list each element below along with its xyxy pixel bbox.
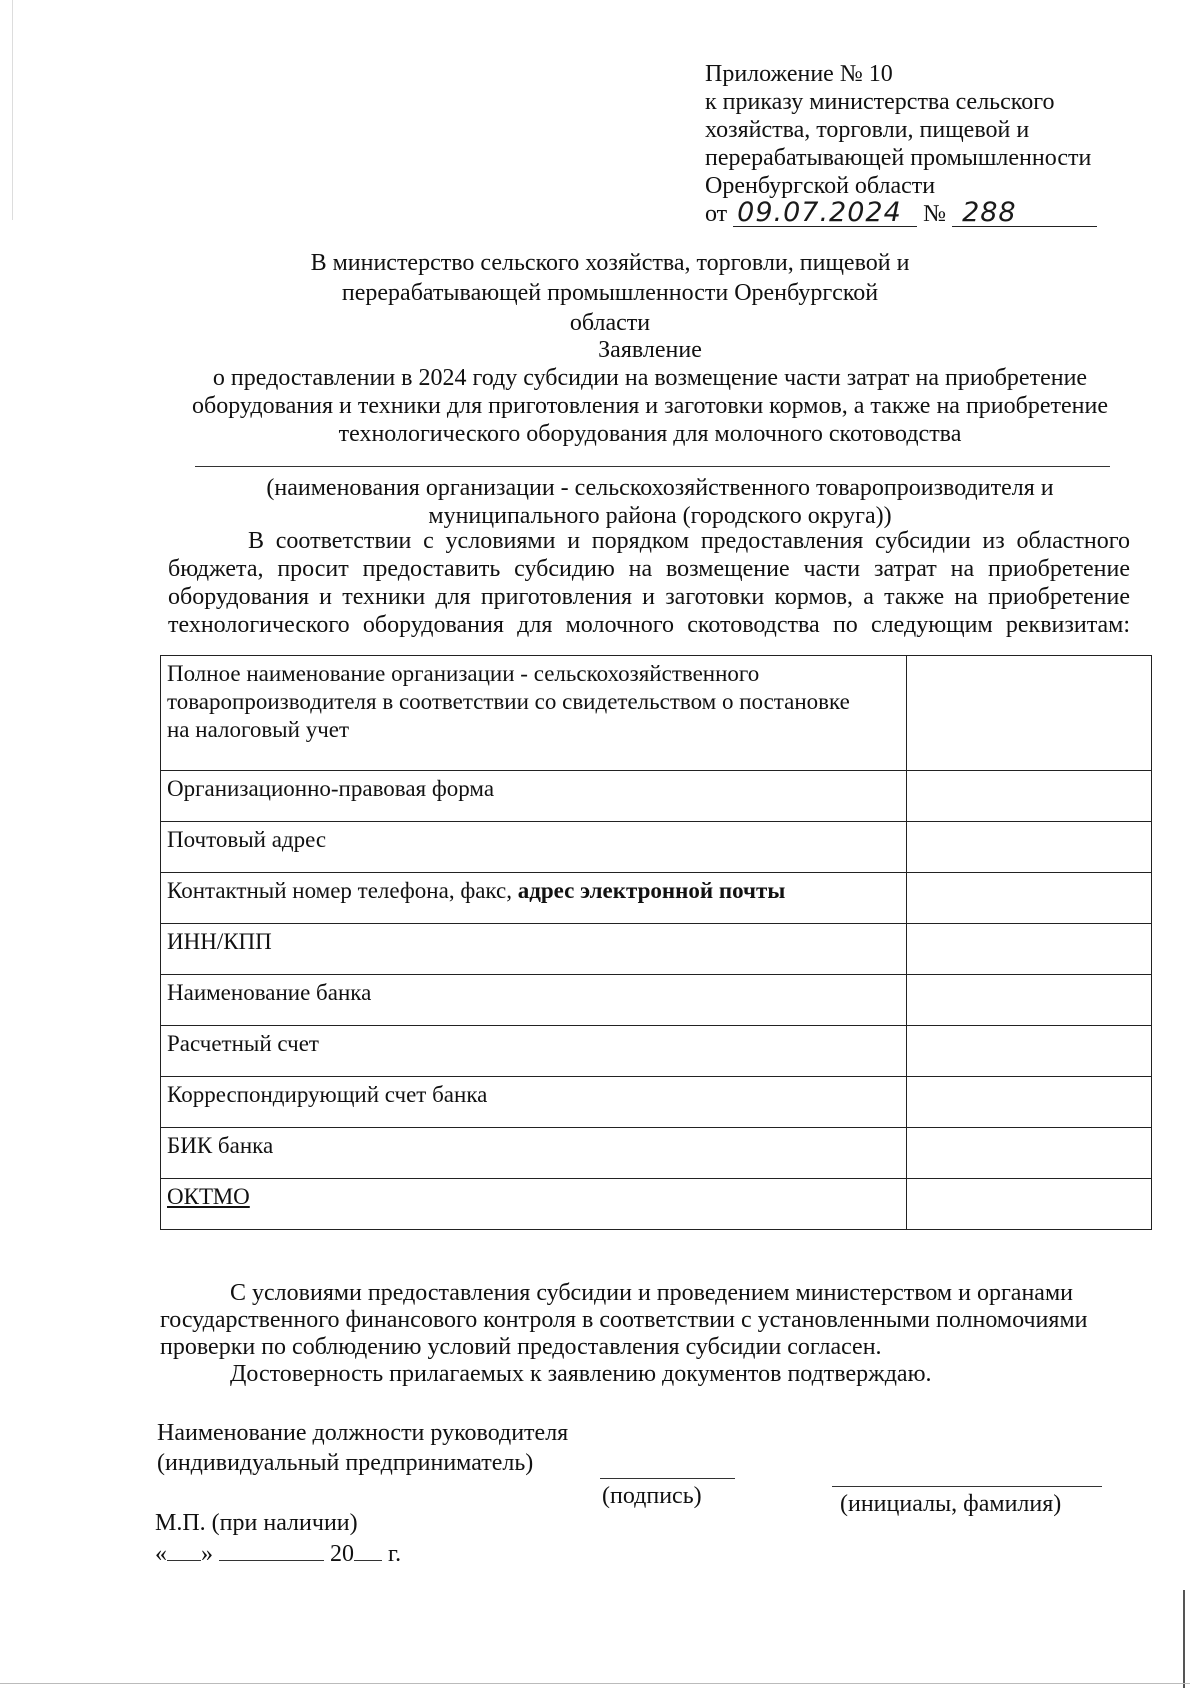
- name-caption: (инициалы, фамилия): [840, 1491, 1062, 1517]
- consent-line: государственного финансового контроля в соответствии с установленными полномочиями: [160, 1307, 1088, 1333]
- consent-line: С условиями предоставления субсидии и проведением министерством и органами: [230, 1280, 1073, 1306]
- stamp-label: М.П. (при наличии): [155, 1510, 358, 1536]
- value-cell-correspondent-account[interactable]: [907, 1077, 1152, 1128]
- appendix-line: к приказу министерства сельского: [705, 89, 1055, 115]
- value-cell-postal-address[interactable]: [907, 822, 1152, 873]
- date-open-quote: «: [155, 1541, 167, 1567]
- row-label-line: товаропроизводителя в соответствии со свидетельством о постановке: [167, 689, 850, 714]
- table-row: [161, 822, 1152, 873]
- day-blank[interactable]: [167, 1538, 201, 1561]
- stamp-and-date: [155, 1508, 401, 1569]
- order-number-handwritten: 288: [952, 200, 1097, 227]
- value-cell-oktmo[interactable]: [907, 1179, 1152, 1230]
- value-cell-full-name[interactable]: [907, 656, 1152, 771]
- organization-name-line: [195, 466, 1110, 467]
- value-cell-contacts[interactable]: [907, 873, 1152, 924]
- organization-caption: [230, 474, 1090, 530]
- position-line: Наименование должности руководителя: [157, 1420, 569, 1446]
- title-subtitle-line: о предоставлении в 2024 году субсидии на возмещение части затрат на приобретение: [212, 365, 1088, 391]
- row-label-contacts: [161, 873, 907, 924]
- consent-line: проверки по соблюдению условий предоставления субсидии согласен.: [160, 1334, 882, 1360]
- row-label-settlement-account: Расчетный счет: [161, 1026, 907, 1077]
- table-row: [161, 873, 1152, 924]
- addressee: [300, 248, 920, 338]
- intro-line: технологического оборудования для молочного скотоводства по следующим реквизитам:: [168, 612, 1130, 638]
- table-row: [161, 924, 1152, 975]
- value-cell-legal-form[interactable]: [907, 771, 1152, 822]
- name-line[interactable]: [832, 1486, 1102, 1487]
- signature-position: [157, 1418, 568, 1478]
- table-row: [161, 771, 1152, 822]
- appendix-line: Оренбургской области: [705, 173, 936, 199]
- date-line: [155, 1538, 401, 1569]
- value-cell-bik[interactable]: [907, 1128, 1152, 1179]
- table-row: [161, 1179, 1152, 1230]
- order-reference: [705, 197, 1125, 228]
- row-label-full-name: [161, 656, 907, 771]
- table-row: [161, 1026, 1152, 1077]
- requisites-table: [160, 655, 1152, 1230]
- organization-caption-line: муниципального района (городского округа)): [428, 503, 892, 529]
- organization-caption-line: (наименования организации - сельскохозяйственного товаропроизводителя и: [266, 475, 1054, 501]
- from-label: от: [705, 201, 728, 227]
- contacts-plain-text: Контактный номер телефона, факс,: [167, 878, 518, 903]
- intro-paragraph: [168, 527, 1130, 639]
- signature-line[interactable]: [600, 1478, 735, 1479]
- table-row: [161, 1077, 1152, 1128]
- authenticity-statement: Достоверность прилагаемых к заявлению документов подтверждаю.: [230, 1361, 932, 1387]
- row-label-correspondent-account: Корреспондирующий счет банка: [161, 1077, 907, 1128]
- table-row: [161, 975, 1152, 1026]
- position-line: (индивидуальный предприниматель): [157, 1450, 534, 1476]
- addressee-line: перерабатывающей промышленности Оренбургской области: [341, 280, 879, 336]
- year-prefix: 20: [330, 1541, 354, 1567]
- row-label-legal-form: Организационно-правовая форма: [161, 771, 907, 822]
- intro-line: бюджета, просит предоставить субсидию на возмещение части затрат на приобретение: [168, 556, 1130, 582]
- table-row: [161, 1128, 1152, 1179]
- date-close-quote: »: [201, 1541, 213, 1567]
- order-date-handwritten: 09.07.2024: [733, 200, 917, 227]
- row-label-line: на налоговый учет: [167, 717, 350, 742]
- signature-caption: (подпись): [602, 1483, 702, 1509]
- intro-line: В соответствии с условиями и порядком предоставления субсидии из областного: [248, 528, 1130, 554]
- number-label: №: [923, 201, 947, 227]
- appendix-line: хозяйства, торговли, пищевой и: [705, 117, 1030, 143]
- consent-paragraph: [160, 1280, 1118, 1388]
- scan-edge-bottom: [0, 1683, 1190, 1684]
- row-label-line: Полное наименование организации - сельскохозяйственного: [167, 661, 760, 686]
- year-blank[interactable]: [354, 1538, 382, 1561]
- addressee-line: В министерство сельского хозяйства, торговли, пищевой и: [310, 250, 910, 276]
- row-label-postal-address: Почтовый адрес: [161, 822, 907, 873]
- value-cell-inn-kpp[interactable]: [907, 924, 1152, 975]
- oktmo-label: ОКТМО: [167, 1184, 250, 1209]
- intro-line: оборудования и техники для приготовления и заготовки кормов, а также на приобретение: [168, 584, 1130, 610]
- row-label-bik: БИК банка: [161, 1128, 907, 1179]
- document-title: [180, 336, 1120, 448]
- row-label-bank-name: Наименование банка: [161, 975, 907, 1026]
- table-row: [161, 656, 1152, 771]
- title-heading: Заявление: [598, 337, 702, 363]
- row-label-inn-kpp: ИНН/КПП: [161, 924, 907, 975]
- contacts-email-text: адрес электронной почты: [517, 878, 786, 903]
- appendix-line: перерабатывающей промышленности: [705, 145, 1092, 171]
- scan-edge-right: [1183, 1590, 1185, 1688]
- appendix-line: Приложение № 10: [705, 61, 893, 87]
- scan-edge-left: [12, 0, 13, 220]
- month-blank[interactable]: [219, 1538, 324, 1561]
- title-subtitle-line: оборудования и техники для приготовления и заготовки кормов, а также на приобретение: [192, 393, 1108, 419]
- row-label-oktmo: [161, 1179, 907, 1230]
- appendix-block: [705, 60, 1125, 228]
- value-cell-bank-name[interactable]: [907, 975, 1152, 1026]
- year-suffix: г.: [388, 1541, 402, 1567]
- value-cell-settlement-account[interactable]: [907, 1026, 1152, 1077]
- title-subtitle-line: технологического оборудования для молочного скотоводства: [338, 421, 962, 447]
